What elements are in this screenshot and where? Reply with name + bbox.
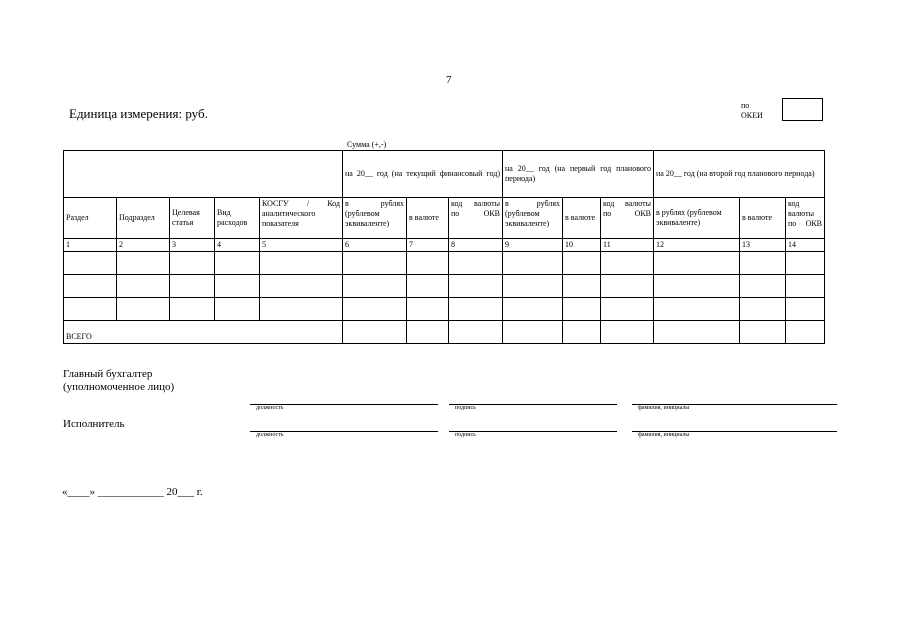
total-row	[64, 321, 825, 344]
table-cell[interactable]	[563, 252, 601, 275]
executor-label: Исполнитель	[63, 418, 125, 430]
table-cell[interactable]	[449, 298, 503, 321]
table-cell[interactable]	[117, 298, 170, 321]
col-num: 9	[503, 239, 563, 252]
table-cell[interactable]	[449, 275, 503, 298]
period-first: на 20__ год (на первый год планового периода)	[503, 151, 654, 198]
table-cell[interactable]	[260, 275, 343, 298]
col-header-razdel: Раздел	[64, 198, 117, 239]
table-cell[interactable]	[407, 252, 449, 275]
total-cell[interactable]	[740, 321, 786, 344]
table-row	[64, 298, 825, 321]
col-num: 1	[64, 239, 117, 252]
okei-label	[741, 101, 763, 121]
col-num: 6	[343, 239, 407, 252]
col-header-okv-1: код валюты по ОКВ	[449, 198, 503, 239]
column-number-row	[64, 239, 825, 252]
table-cell[interactable]	[740, 275, 786, 298]
chief-title: Главный бухгалтер	[63, 368, 153, 380]
table-cell[interactable]	[117, 252, 170, 275]
table-cell[interactable]	[786, 252, 825, 275]
table-cell[interactable]	[786, 298, 825, 321]
table-cell[interactable]	[601, 252, 654, 275]
col-header-rub-1: в рублях (рублевом эквиваленте)	[343, 198, 407, 239]
table-row	[64, 252, 825, 275]
total-cell[interactable]	[407, 321, 449, 344]
executor-position-caption: должность	[256, 432, 284, 438]
col-num: 2	[117, 239, 170, 252]
col-header-rub-3: в рублях (рублевом эквиваленте)	[654, 198, 740, 239]
total-cell[interactable]	[786, 321, 825, 344]
table-cell[interactable]	[170, 252, 215, 275]
chief-accountant-label	[63, 368, 174, 394]
table-cell[interactable]	[260, 298, 343, 321]
col-header-okv-2: код валюты по ОКВ	[601, 198, 654, 239]
col-num: 5	[260, 239, 343, 252]
col-header-podrazdel: Подраздел	[117, 198, 170, 239]
col-num: 11	[601, 239, 654, 252]
sum-label: Сумма (+,-)	[347, 140, 387, 149]
total-label: ВСЕГО	[64, 321, 343, 344]
date-line[interactable]: «____» ____________ 20___ г.	[62, 486, 203, 498]
table-cell[interactable]	[503, 298, 563, 321]
chief-subtitle: (уполномоченное лицо)	[63, 381, 175, 393]
col-num: 8	[449, 239, 503, 252]
table-cell[interactable]	[654, 252, 740, 275]
table-cell[interactable]	[740, 252, 786, 275]
table-cell[interactable]	[215, 298, 260, 321]
units-label: Единица измерения: руб.	[69, 106, 208, 121]
budget-table	[63, 150, 825, 344]
table-cell[interactable]	[117, 275, 170, 298]
table-cell[interactable]	[503, 275, 563, 298]
okei-text: ОКЕИ	[741, 111, 763, 120]
col-header-target: Целевая статья	[170, 198, 215, 239]
table-cell[interactable]	[740, 298, 786, 321]
total-cell[interactable]	[449, 321, 503, 344]
table-cell[interactable]	[503, 252, 563, 275]
col-num: 4	[215, 239, 260, 252]
table-cell[interactable]	[407, 298, 449, 321]
col-num: 3	[170, 239, 215, 252]
total-cell[interactable]	[654, 321, 740, 344]
table-cell[interactable]	[407, 275, 449, 298]
col-num: 13	[740, 239, 786, 252]
total-cell[interactable]	[563, 321, 601, 344]
header-row-columns	[64, 198, 825, 239]
col-header-expense-type: Вид расходов	[215, 198, 260, 239]
period-current: на 20__ год (на текущий финансовый год)	[343, 151, 503, 198]
col-num: 14	[786, 239, 825, 252]
col-num: 10	[563, 239, 601, 252]
col-header-currency-2: в валюте	[563, 198, 601, 239]
table-cell[interactable]	[64, 298, 117, 321]
col-header-currency-1: в валюте	[407, 198, 449, 239]
table-cell[interactable]	[64, 252, 117, 275]
table-cell[interactable]	[654, 298, 740, 321]
col-header-kosgu: КОСГУ / Код аналитического показателя	[260, 198, 343, 239]
okei-code-field[interactable]	[782, 98, 823, 121]
executor-name-caption: фамилия, инициалы	[638, 432, 690, 438]
executor-signature-caption: подпись	[455, 432, 476, 438]
col-header-rub-2: в рублях (рублевом эквиваленте)	[503, 198, 563, 239]
col-num: 12	[654, 239, 740, 252]
col-num: 7	[407, 239, 449, 252]
table-cell[interactable]	[654, 275, 740, 298]
col-header-currency-3: в валюте	[740, 198, 786, 239]
total-cell[interactable]	[601, 321, 654, 344]
chief-position-caption: должность	[256, 405, 284, 411]
page-number: 7	[446, 74, 452, 86]
table-cell[interactable]	[215, 275, 260, 298]
table-cell[interactable]	[563, 298, 601, 321]
table-cell[interactable]	[343, 275, 407, 298]
table-cell[interactable]	[260, 252, 343, 275]
chief-name-caption: фамилия, инициалы	[638, 405, 690, 411]
table-cell[interactable]	[601, 275, 654, 298]
okei-po: по	[741, 101, 750, 110]
period-second: на 20__ год (на второй год планового периода)	[654, 151, 825, 198]
table-row	[64, 275, 825, 298]
table-cell[interactable]	[170, 275, 215, 298]
total-cell[interactable]	[503, 321, 563, 344]
total-cell[interactable]	[343, 321, 407, 344]
col-header-okv-3: код валюты по ОКВ	[786, 198, 825, 239]
table-cell[interactable]	[786, 275, 825, 298]
table-cell[interactable]	[170, 298, 215, 321]
table-cell[interactable]	[64, 275, 117, 298]
table-cell[interactable]	[563, 275, 601, 298]
chief-signature-caption: подпись	[455, 405, 476, 411]
header-row-periods	[64, 151, 825, 198]
header-blank	[64, 151, 343, 198]
table-cell[interactable]	[449, 252, 503, 275]
table-cell[interactable]	[215, 252, 260, 275]
table-cell[interactable]	[601, 298, 654, 321]
table-cell[interactable]	[343, 252, 407, 275]
table-cell[interactable]	[343, 298, 407, 321]
